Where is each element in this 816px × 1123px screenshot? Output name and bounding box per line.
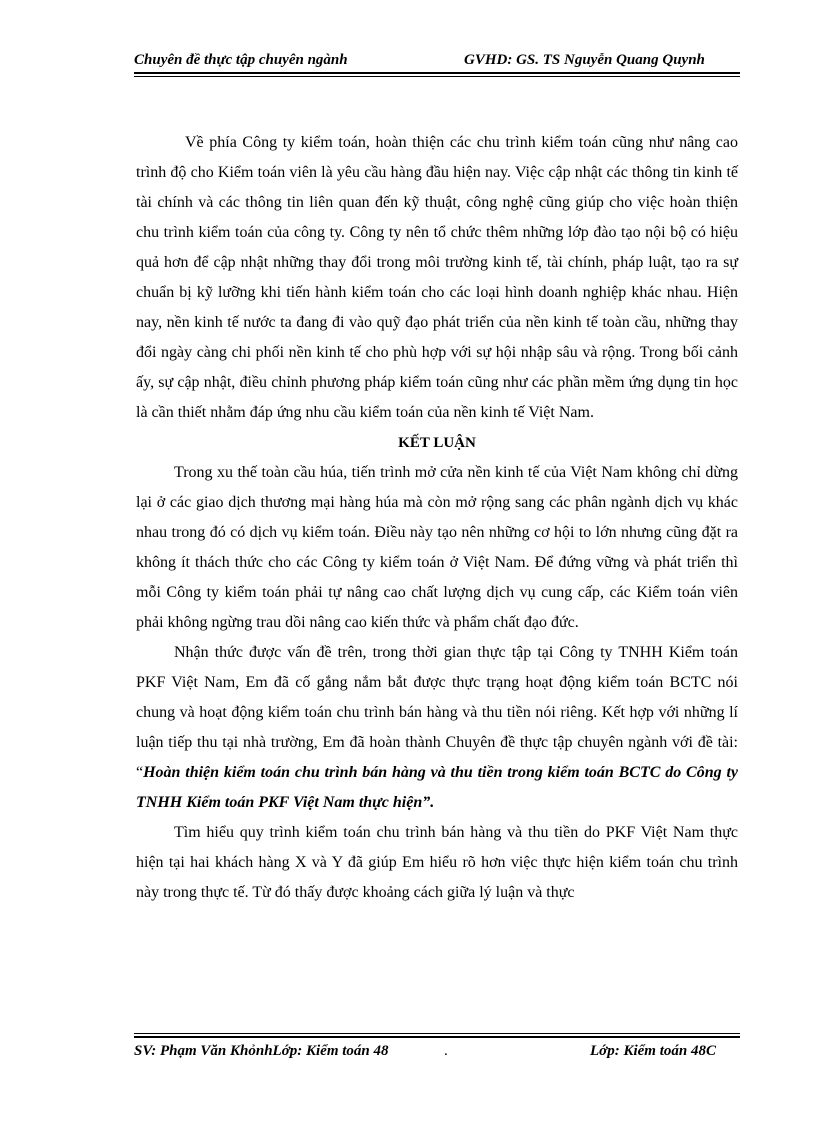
thesis-title-close-quote: ”. — [422, 794, 435, 811]
section-heading-conclusion: KẾT LUẬN — [398, 435, 476, 451]
header-supervisor: GVHD: GS. TS Nguyễn Quang Quynh — [464, 52, 705, 68]
page-header — [134, 50, 740, 72]
footer-rule-thick — [134, 1036, 740, 1038]
thesis-title-open-quote: “ — [136, 764, 144, 781]
paragraph-findings: Tìm hiểu quy trình kiểm toán chu trình bán hàng và thu tiền do PKF Việt Nam thực hiện tại hai khách hàng X và Y đã giúp Em hiểu rõ hơn việc thực hiện kiểm toán chu trình này trong thực tế. Từ đó thấy được khoảng cách giữa lý luận và thực — [136, 824, 738, 901]
page-body — [136, 128, 738, 908]
header-rule-thick — [134, 72, 740, 74]
footer-student: SV: Phạm Văn KhỏnhLớp: Kiểm toán 48 — [134, 1043, 389, 1059]
page-footer — [134, 1041, 740, 1063]
paragraph-internship — [136, 638, 738, 818]
paragraph-globalization: Trong xu thế toàn cầu húa, tiến trình mở cửa nền kinh tế của Việt Nam không chỉ dừng lại ở các giao dịch thương mại hàng húa mà còn mở rộng sang các phân ngành dịch vụ khác nhau trong đó có dịch vụ kiểm toán. Điều này tạo nên những cơ hội to lớn nhưng cũng đặt ra không ít thách thức cho các Công ty kiểm toán ở Việt Nam. Để đứng vững và phát triển thì mỗi Công ty kiểm toán phải tự nâng cao chất lượng dịch vụ cung cấp, các Kiểm toán viên phải không ngừng trau dồi nâng cao kiến thức và phẩm chất đạo đức. — [136, 464, 738, 631]
footer-class: Lớp: Kiểm toán 48C — [590, 1043, 716, 1059]
footer-dot: . — [444, 1043, 448, 1059]
paragraph-audit-firm: Về phía Công ty kiểm toán, hoàn thiện các chu trình kiểm toán cũng như nâng cao trình độ cho Kiểm toán viên là yêu cầu hàng đầu hiện nay. Việc cập nhật các thông tin kinh tế tài chính và các thông tin liên quan đến kỹ thuật, công nghệ cũng giúp cho việc hoàn thiện chu trình kiểm toán của công ty. Công ty nên tổ chức thêm những lớp đào tạo nội bộ có hiệu quả hơn để cập nhật những thay đổi trong môi trường kinh tế, tài chính, pháp luật, tạo ra sự chuẩn bị kỹ lưỡng khi tiến hành kiểm toán cho các loại hình doanh nghiệp khác nhau. Hiện nay, nền kinh tế nước ta đang đi vào quỹ đạo phát triển của nền kinh tế toàn cầu, những thay đổi ngày càng chi phối nền kinh tế cho phù hợp với sự hội nhập sâu và rộng. Trong bối cảnh ấy, sự cập nhật, điều chỉnh phương pháp kiểm toán cũng như các phần mềm ứng dụng tin học là cần thiết nhằm đáp ứng nhu cầu kiểm toán của nền kinh tế Việt Nam. — [136, 134, 738, 421]
header-document-type: Chuyên đề thực tập chuyên ngành — [134, 52, 348, 68]
footer-rule-thin — [134, 1033, 740, 1034]
paragraph-internship-lead: Nhận thức được vấn đề trên, trong thời gian thực tập tại Công ty TNHH Kiểm toán PKF Việt Nam, Em đã cố gắng nắm bắt được thực trạng hoạt động kiểm toán BCTC nói chung và hoạt động kiểm toán chu trình bán hàng và thu tiền nói riêng. Kết hợp với những lí luận tiếp thu tại nhà trường, Em đã hoàn thành Chuyên đề thực tập chuyên ngành với đề tài: — [136, 644, 738, 751]
thesis-title: Hoàn thiện kiểm toán chu trình bán hàng và thu tiền trong kiểm toán BCTC do Công ty TNHH Kiểm toán PKF Việt Nam thực hiện — [136, 764, 738, 811]
header-rule-thin — [134, 76, 740, 77]
